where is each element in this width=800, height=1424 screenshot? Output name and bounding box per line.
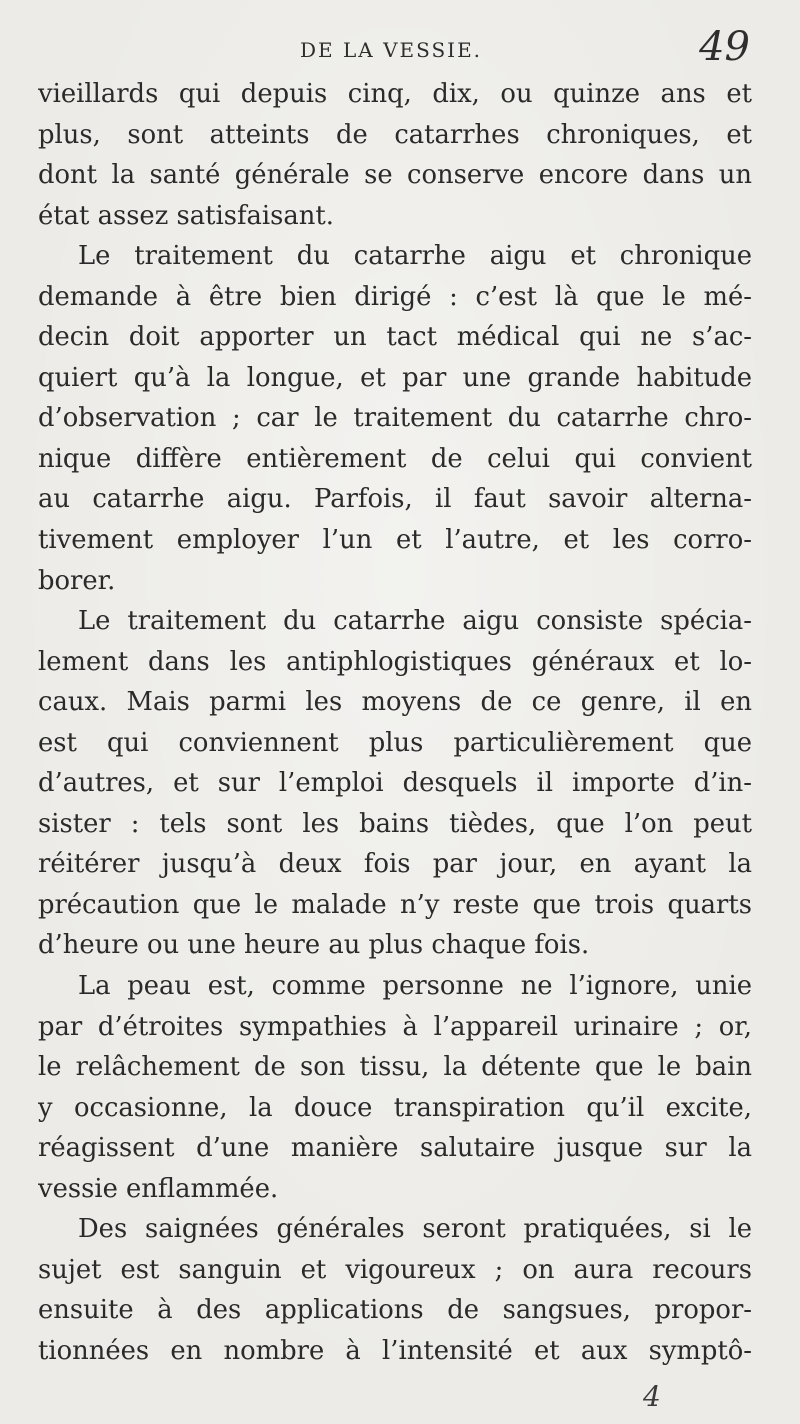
- text-line: lement dans les antiphlogistiques généraux et lo-: [38, 646, 752, 677]
- body-text: [38, 74, 752, 1372]
- running-title: DE LA VESSIE.: [300, 38, 483, 62]
- text-line: sister : tels sont les bains tièdes, que l’on peut: [38, 808, 752, 839]
- text-line: caux. Mais parmi les moyens de ce genre, il en: [38, 687, 752, 718]
- text-line: vessie enflammée.: [38, 1173, 279, 1204]
- paragraph-start-line: La peau est, comme personne ne l’ignore, unie: [78, 971, 752, 1002]
- text-line: par d’étroites sympathies à l’appareil urinaire ; or,: [38, 1011, 752, 1042]
- paragraph-start-line: Le traitement du catarrhe aigu consiste spécia-: [78, 606, 752, 637]
- signature-mark: 4: [643, 1380, 661, 1413]
- paragraph-start-line: Des saignées générales seront pratiquées, si le: [78, 1214, 752, 1245]
- text-line: tivement employer l’un et l’autre, et les corro-: [38, 525, 752, 556]
- text-line: tionnées en nombre à l’intensité et aux symptô-: [38, 1335, 752, 1366]
- text-line: au catarrhe aigu. Parfois, il faut savoir alterna-: [38, 484, 752, 515]
- text-line: dont la santé générale se conserve encore dans un: [38, 160, 752, 191]
- text-line: réitérer jusqu’à deux fois par jour, en ayant la: [38, 849, 752, 880]
- page-number: 49: [699, 24, 750, 70]
- text-line: borer.: [38, 565, 116, 596]
- text-line: d’heure ou une heure au plus chaque fois.: [38, 930, 590, 961]
- text-line: état assez satisfaisant.: [38, 200, 334, 231]
- text-line: réagissent d’une manière salutaire jusque sur la: [38, 1133, 752, 1164]
- text-line: nique diffère entièrement de celui qui convient: [38, 443, 752, 474]
- text-line: d’observation ; car le traitement du catarrhe chro-: [38, 403, 752, 434]
- text-line: plus, sont atteints de catarrhes chroniques, et: [38, 119, 752, 150]
- text-line: vieillards qui depuis cinq, dix, ou quinze ans et: [38, 79, 752, 109]
- text-line: decin doit apporter un tact médical qui ne s’ac-: [38, 322, 752, 353]
- text-line: sujet est sanguin et vigoureux ; on aura recours: [38, 1254, 752, 1285]
- text-line: le relâchement de son tissu, la détente que le bain: [38, 1052, 752, 1083]
- text-line: quiert qu’à la longue, et par une grande habitude: [38, 362, 752, 393]
- text-line: demande à être bien dirigé : c’est là que le mé-: [38, 281, 752, 312]
- paragraph-start-line: Le traitement du catarrhe aigu et chronique: [78, 241, 752, 272]
- text-line: précaution que le malade n’y reste que trois quarts: [38, 889, 752, 920]
- text-line: d’autres, et sur l’emploi desquels il importe d’in-: [38, 768, 752, 799]
- text-line: est qui conviennent plus particulièrement que: [38, 727, 752, 758]
- text-line: y occasionne, la douce transpiration qu’il excite,: [38, 1092, 752, 1123]
- running-head: [60, 24, 750, 74]
- text-line: ensuite à des applications de sangsues, propor-: [38, 1295, 752, 1326]
